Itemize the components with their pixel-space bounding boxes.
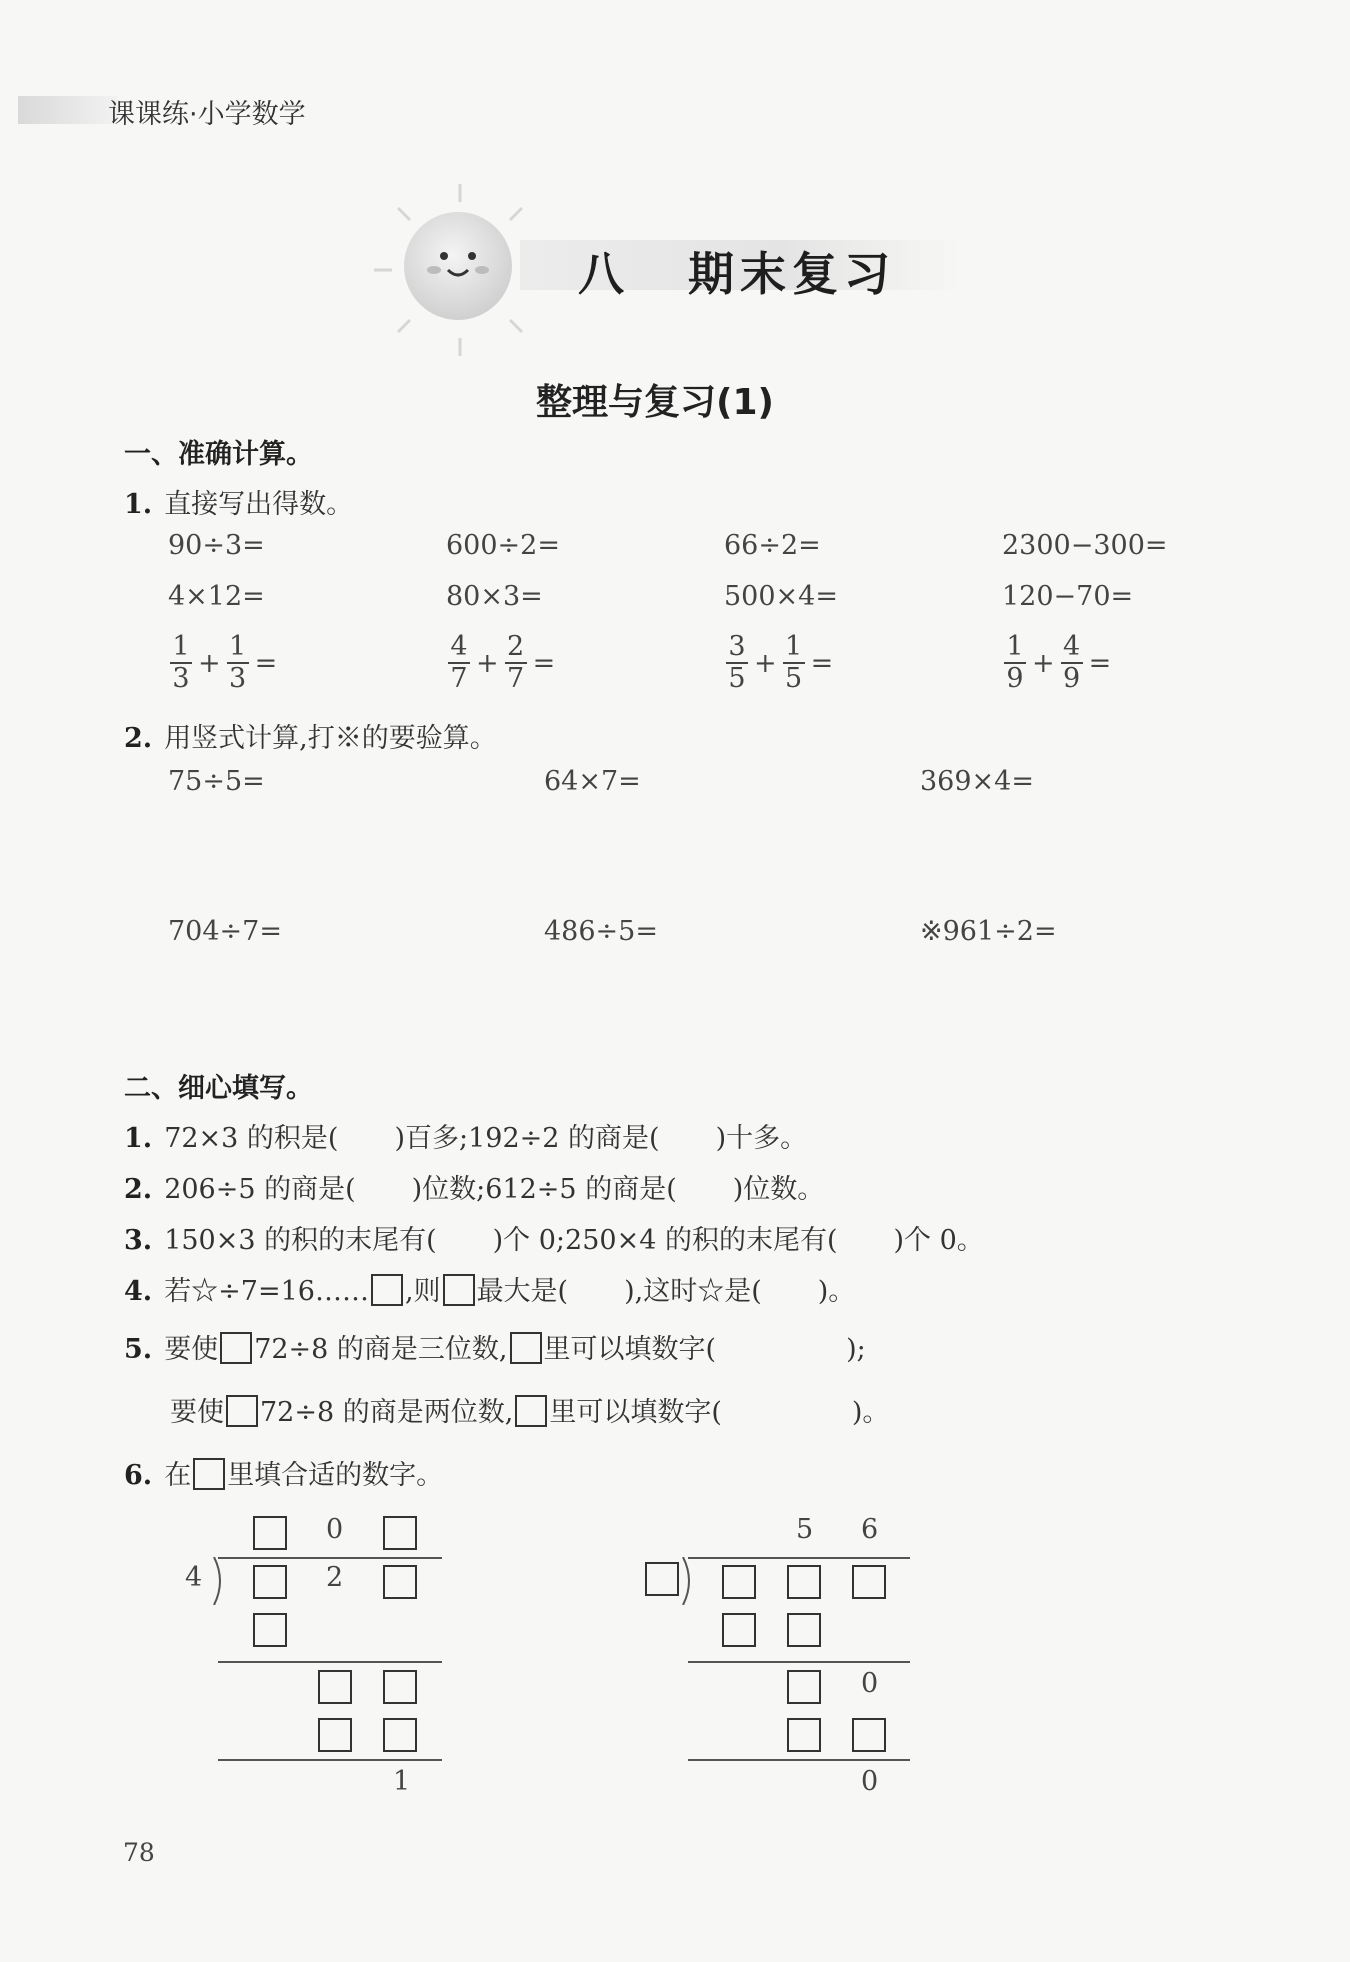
blank-box[interactable]	[787, 1613, 821, 1647]
question-number: 1.	[124, 489, 153, 520]
fraction: $\frac{1}{9}$	[1004, 632, 1026, 694]
fill-question-1: 1. 72×3 的积是( )百多;192÷2 的商是( )十多。	[124, 1123, 808, 1154]
fill-question-3: 3. 150×3 的积的末尾有( )个 0;250×4 的积的末尾有( )个 0。	[124, 1225, 984, 1256]
dividend-digit: 2	[326, 1562, 344, 1593]
chapter-number: 八	[578, 247, 630, 301]
blank-box[interactable]	[787, 1670, 821, 1704]
fill-question-2: 2. 206÷5 的商是( )位数;612÷5 的商是( )位数。	[124, 1174, 825, 1205]
oral-calc: 2300−300=	[1002, 530, 1168, 561]
fraction: $\frac{4}{7}$	[448, 632, 470, 694]
blank-box[interactable]	[852, 1718, 886, 1752]
blank-box[interactable]	[318, 1670, 352, 1704]
partial-digit: 0	[861, 1668, 879, 1699]
vertical-calc: 75÷5=	[168, 766, 265, 797]
blank-box[interactable]	[371, 1274, 403, 1306]
fraction: $\frac{4}{9}$	[1061, 632, 1083, 694]
division-bracket-icon	[212, 1557, 228, 1605]
blank-box[interactable]	[253, 1565, 287, 1599]
vertical-calc: 369×4=	[920, 766, 1034, 797]
lesson-title: 整理与复习(1)	[536, 382, 774, 423]
subtraction-line	[218, 1661, 442, 1663]
blank-box[interactable]	[722, 1565, 756, 1599]
vertical-calc: 704÷7=	[168, 916, 282, 947]
fraction: $\frac{1}{3}$	[227, 632, 249, 694]
fill-question-6: 6. 在 里填合适的数字。	[124, 1460, 444, 1491]
question-text: 直接写出得数。	[164, 489, 354, 520]
subtraction-line	[218, 1759, 442, 1761]
division-bracket-icon	[681, 1557, 697, 1605]
blank-box[interactable]	[787, 1718, 821, 1752]
quotient-digit: 5	[796, 1514, 814, 1545]
quotient-digit: 6	[861, 1514, 879, 1545]
blank-box[interactable]	[787, 1565, 821, 1599]
oral-calc: 90÷3=	[168, 530, 265, 561]
fill-question-5a: 5. 要使 72÷8 的商是三位数, 里可以填数字( );	[124, 1334, 866, 1365]
page-number: 78	[123, 1838, 155, 1867]
fill-question-4: 4. 若☆÷7=16…… ,则 最大是( ),这时☆是( )。	[124, 1276, 856, 1307]
blank-box[interactable]	[383, 1565, 417, 1599]
division-bar	[688, 1557, 910, 1559]
divisor: 4	[185, 1562, 203, 1593]
question-1-1	[124, 482, 353, 521]
blank-box[interactable]	[220, 1332, 252, 1364]
fraction: $\frac{2}{7}$	[505, 632, 527, 694]
quotient-digit: 0	[326, 1514, 344, 1545]
subtraction-line	[688, 1759, 910, 1761]
divisor-blank-box[interactable]	[645, 1562, 679, 1596]
blank-box[interactable]	[510, 1332, 542, 1364]
section1-title: 一、准确计算。	[124, 439, 313, 470]
blank-box[interactable]	[722, 1613, 756, 1647]
blank-box[interactable]	[253, 1516, 287, 1550]
fraction-calc: $\frac{1}{9}$ + $\frac{4}{9}$ =	[1002, 632, 1115, 694]
chapter-heading	[578, 238, 896, 304]
oral-calc: 66÷2=	[724, 530, 821, 561]
question-1-2	[124, 716, 497, 755]
question-number: 2.	[124, 723, 153, 754]
oral-calc: 500×4=	[724, 581, 838, 612]
blank-box[interactable]	[443, 1274, 475, 1306]
vertical-calc: 64×7=	[544, 766, 641, 797]
fill-question-5b: 要使 72÷8 的商是两位数, 里可以填数字( )。	[170, 1397, 890, 1428]
fraction: $\frac{3}{5}$	[726, 632, 748, 694]
fraction: $\frac{1}{3}$	[170, 632, 192, 694]
blank-box[interactable]	[318, 1718, 352, 1752]
oral-calc: 80×3=	[446, 581, 543, 612]
vertical-calc: ※961÷2=	[920, 916, 1057, 947]
question-text: 用竖式计算,打※的要验算。	[164, 723, 497, 754]
blank-box[interactable]	[193, 1458, 225, 1490]
oral-calc: 4×12=	[168, 581, 265, 612]
header-decoration	[18, 96, 118, 124]
blank-box[interactable]	[383, 1516, 417, 1550]
remainder: 0	[861, 1766, 879, 1797]
oral-calc: 120−70=	[1002, 581, 1134, 612]
division-bar	[218, 1557, 442, 1559]
sun-face-icon	[404, 212, 512, 320]
blank-box[interactable]	[253, 1613, 287, 1647]
blank-box[interactable]	[383, 1670, 417, 1704]
subtraction-line	[688, 1661, 910, 1663]
blank-box[interactable]	[226, 1395, 258, 1427]
series-title: 课课练·小学数学	[108, 99, 306, 130]
blank-box[interactable]	[383, 1718, 417, 1752]
blank-box[interactable]	[852, 1565, 886, 1599]
section2-title: 二、细心填写。	[124, 1073, 313, 1104]
fraction-calc: $\frac{1}{3}$ + $\frac{1}{3}$ =	[168, 632, 281, 694]
fraction-calc: $\frac{3}{5}$ + $\frac{1}{5}$ =	[724, 632, 837, 694]
chapter-title: 期末复习	[688, 247, 896, 301]
oral-calc: 600÷2=	[446, 530, 560, 561]
fraction: $\frac{1}{5}$	[783, 632, 805, 694]
remainder: 1	[393, 1766, 411, 1797]
fraction-calc: $\frac{4}{7}$ + $\frac{2}{7}$ =	[446, 632, 559, 694]
vertical-calc: 486÷5=	[544, 916, 658, 947]
blank-box[interactable]	[515, 1395, 547, 1427]
